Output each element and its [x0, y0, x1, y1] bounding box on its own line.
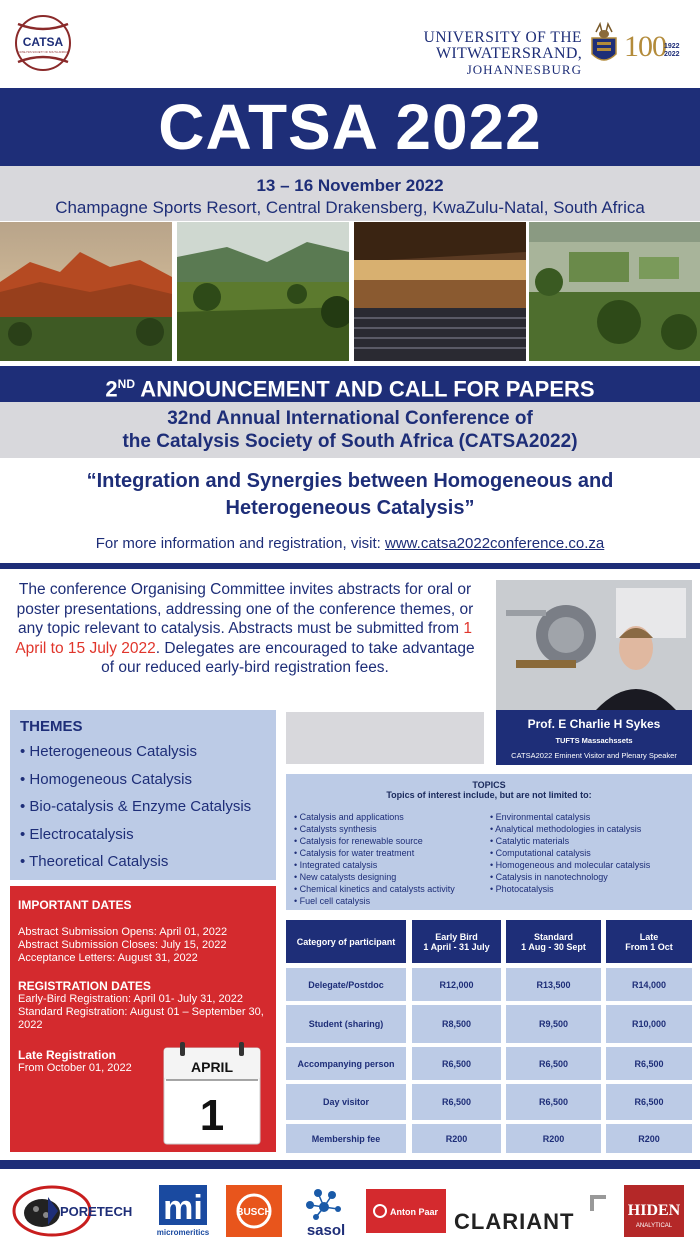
topic-item: • Analytical methodologies in catalysis — [490, 824, 642, 834]
conference-line-2: the Catalysis Society of South Africa (CATSA2022) — [122, 431, 578, 452]
fee-value: R12,000 — [412, 968, 501, 1001]
title-band — [0, 88, 700, 166]
theme-item: • Bio-catalysis & Enzyme Catalysis — [20, 798, 252, 815]
themes-title: THEMES — [20, 718, 83, 735]
centenary-year-end: 2022 — [664, 51, 680, 58]
topic-item: • Catalysis in nanotechnology — [490, 872, 608, 882]
hiden-text: HIDEN — [627, 1202, 681, 1219]
fee-value: R6,500 — [506, 1047, 601, 1080]
busch-logo — [226, 1185, 282, 1237]
section-divider — [0, 563, 700, 569]
fee-header-early-bird-title: Early Bird — [435, 931, 478, 942]
clariant-logo — [452, 1185, 610, 1237]
sasol-text: sasol — [306, 1222, 346, 1237]
conference-website-link[interactable]: www.catsa2022conference.co.za — [384, 535, 605, 552]
micromeritics-text: micromeritics — [156, 1228, 210, 1237]
fee-header-standard-title: Standard — [533, 931, 573, 942]
centenary-year-start: 1922 — [664, 43, 680, 50]
info-line — [0, 535, 700, 552]
calendar-day: 1 — [199, 1091, 225, 1140]
busch-text: BUSCH — [236, 1207, 272, 1218]
micromeritics-mark: mi — [163, 1189, 203, 1227]
intro-text-2: . Delegates are encouraged to take advantage of our reduced early-bird registration fees. — [101, 639, 475, 676]
fee-row-category: Day visitor — [286, 1084, 406, 1120]
speaker-name: Prof. E Charlie H Sykes — [527, 717, 661, 731]
fee-row-category: Membership fee — [286, 1124, 406, 1153]
conference-name — [0, 402, 700, 453]
anton-paar-logo — [366, 1185, 446, 1237]
topic-item: • Photocatalysis — [490, 884, 554, 894]
calendar-icon — [162, 1040, 262, 1146]
topic-item: • Homogeneous and molecular catalysis — [490, 860, 651, 870]
fee-value: R200 — [606, 1124, 692, 1153]
catsa-logo-subtext: CATALYSIS SOCIETY OF SOUTH AFRICA — [18, 51, 68, 54]
early-bird-registration: Early-Bird Registration: April 01- July 31, 2022 — [18, 993, 243, 1005]
dates-band — [0, 166, 700, 221]
topic-item: • Catalysis for water treatment — [294, 848, 415, 858]
theme-item: • Theoretical Catalysis — [20, 853, 169, 870]
fee-value: R14,000 — [606, 968, 692, 1001]
fee-value: R200 — [412, 1124, 501, 1153]
resort-aerial-photo — [529, 222, 700, 361]
late-registration-title: Late Registration — [18, 1048, 117, 1062]
fee-header-standard-period: 1 Aug - 30 Sept — [521, 941, 586, 952]
speaker-photo — [496, 580, 692, 710]
announcement-suffix: ND — [117, 377, 136, 391]
topic-item: • Catalysis and applications — [294, 812, 404, 822]
speaker-role: CATSA2022 Eminent Visitor and Plenary Speaker — [511, 751, 677, 760]
topic-item: • Fuel cell catalysis — [294, 896, 371, 906]
intro-text-1: The conference Organising Committee invites abstracts for oral or poster presentations, addressing one of the conference themes, or any topic relevant to catalysis. Abstracts must be submitted from — [16, 581, 474, 637]
fee-header-early-bird-period: 1 April - 31 July — [423, 941, 490, 952]
fee-value: R200 — [506, 1124, 601, 1153]
fee-header-late — [606, 920, 692, 963]
anton-paar-text: Anton Paar — [390, 1207, 439, 1217]
speaker-institution: TUFTS Massachssets — [555, 736, 633, 745]
theme-quote-line-2: Heterogeneous Catalysis” — [225, 497, 475, 519]
announcement-band — [0, 366, 700, 402]
poretech-text: PORETECH — [60, 1204, 133, 1219]
topic-item: • Catalysis for renewable source — [294, 836, 423, 846]
conference-line-1: 32nd Annual International Conference of — [167, 408, 533, 429]
theme-quote — [0, 468, 700, 522]
footer-divider — [0, 1160, 700, 1169]
theme-item: • Electrocatalysis — [20, 825, 134, 843]
grey-placeholder-box — [286, 712, 484, 764]
event-dates: 13 – 16 November 2022 — [256, 176, 444, 195]
topic-item: • New catalysts designing — [294, 872, 397, 882]
university-name — [424, 30, 582, 77]
fee-value: R8,500 — [412, 1005, 501, 1043]
submission-window: 1 April to 15 July 2022 — [15, 620, 472, 657]
valley-landscape-photo — [177, 222, 349, 361]
fee-value: R6,500 — [606, 1084, 692, 1120]
hiden-logo — [622, 1185, 686, 1237]
fee-row-category: Student (sharing) — [286, 1005, 406, 1043]
topic-item: • Catalysts synthesis — [294, 824, 377, 834]
university-line-3: JOHANNESBURG — [466, 62, 582, 77]
centenary-number: 100 — [624, 30, 666, 63]
mountain-sunset-photo — [0, 222, 172, 361]
page-title: CATSA 2022 — [158, 91, 542, 163]
fee-header-standard — [506, 920, 601, 963]
fee-header-late-period: From 1 Oct — [625, 941, 673, 952]
sasol-logo — [294, 1185, 358, 1237]
fee-row-category: Delegate/Postdoc — [286, 968, 406, 1001]
announcement-number: 2 — [105, 376, 118, 402]
catsa-logo — [12, 12, 74, 74]
conference-band — [0, 402, 700, 458]
theme-item: • Homogeneous Catalysis — [20, 770, 193, 788]
fee-value: R9,500 — [506, 1005, 601, 1043]
important-date-line: Acceptance Letters: August 31, 2022 — [18, 952, 198, 964]
topics-column-2 — [490, 811, 650, 895]
late-registration-date: From October 01, 2022 — [18, 1062, 132, 1074]
themes-box — [10, 710, 276, 880]
fee-header-late-title: Late — [639, 931, 659, 942]
topic-item: • Environmental catalysis — [490, 812, 591, 822]
topics-column-1 — [294, 811, 455, 907]
fee-value: R13,500 — [506, 968, 601, 1001]
important-dates-title: IMPORTANT DATES — [18, 898, 132, 912]
calendar-month: APRIL — [191, 1059, 233, 1075]
topics-title: TOPICS — [472, 780, 506, 790]
centenary-years — [664, 43, 680, 59]
speaker-caption — [496, 710, 692, 765]
fee-value: R6,500 — [506, 1084, 601, 1120]
university-line-2: WITWATERSRAND, — [436, 45, 582, 62]
fee-value: R6,500 — [412, 1084, 501, 1120]
poretech-logo — [12, 1185, 142, 1237]
theme-item: • Heterogeneous Catalysis — [20, 743, 198, 760]
fee-row-category: Accompanying person — [286, 1047, 406, 1080]
info-prefix: For more information and registration, visit: — [95, 535, 385, 552]
registration-dates-title: REGISTRATION DATES — [18, 979, 151, 993]
announcement-rest: ANNOUNCEMENT AND CALL FOR PAPERS — [135, 376, 595, 402]
theme-quote-line-1: “Integration and Synergies between Homogeneous and — [86, 470, 614, 492]
fee-header-category: Category of participant — [286, 920, 406, 963]
conference-hall-photo — [354, 222, 526, 361]
wits-crest-icon — [588, 20, 620, 68]
fee-value: R6,500 — [606, 1047, 692, 1080]
topics-subtitle: Topics of interest include, but are not limited to: — [386, 790, 592, 800]
intro-paragraph — [10, 580, 480, 678]
important-date-line: Abstract Submission Closes: July 15, 2022 — [18, 939, 227, 951]
fee-value: R10,000 — [606, 1005, 692, 1043]
topic-item: • Chemical kinetics and catalysts activity — [294, 884, 455, 894]
catsa-logo-text: CATSA — [22, 35, 64, 49]
topic-item: • Integrated catalysis — [294, 860, 378, 870]
micromeritics-logo — [150, 1185, 216, 1237]
fee-value: R6,500 — [412, 1047, 501, 1080]
topic-item: • Computational catalysis — [490, 848, 591, 858]
fee-header-early-bird — [412, 920, 501, 963]
topic-item: • Catalytic materials — [490, 836, 570, 846]
important-date-line: Abstract Submission Opens: April 01, 2022 — [18, 926, 228, 938]
event-venue: Champagne Sports Resort, Central Drakensberg, KwaZulu-Natal, South Africa — [55, 198, 645, 217]
standard-registration: Standard Registration: August 01 – September 30, 2022 — [18, 1006, 264, 1031]
topics-box — [286, 774, 692, 910]
clariant-text: CLARIANT — [454, 1209, 575, 1234]
university-line-1: UNIVERSITY OF THE — [423, 29, 582, 46]
hiden-subtext: ANALYTICAL — [635, 1223, 673, 1229]
